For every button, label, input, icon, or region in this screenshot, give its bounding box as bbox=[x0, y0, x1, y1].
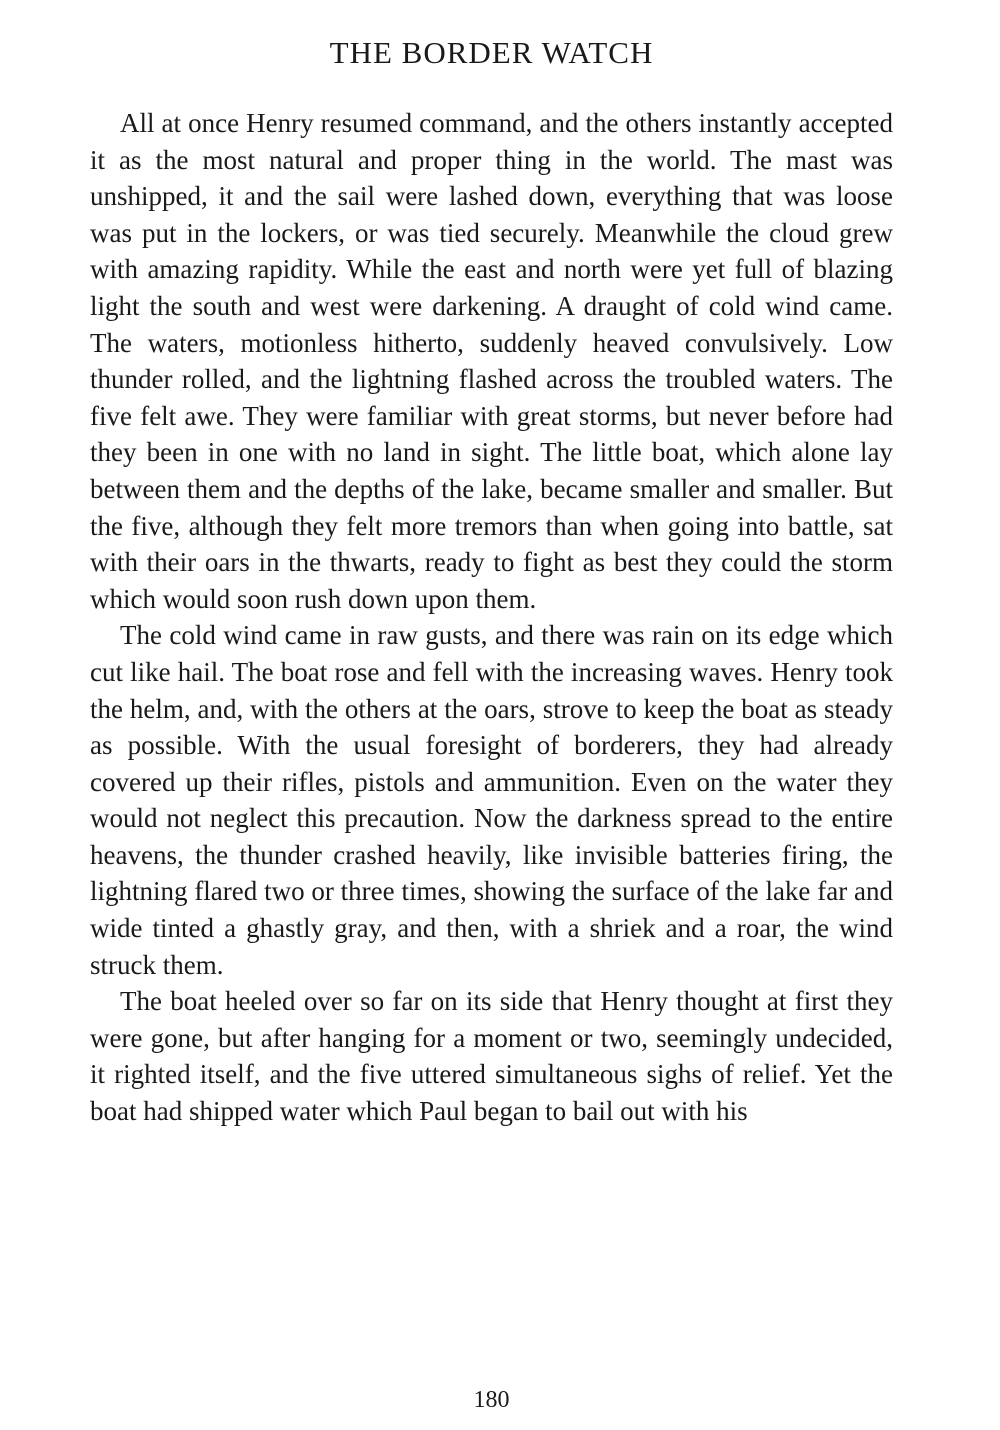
paragraph-1: All at once Henry resumed command, and the others instantly accepted it as the most natural and proper thing in the world. The mast was unshipped, it and the sail were lashed down, everything that was loose was put in the lockers, or was tied securely. Meanwhile the cloud grew with amazing rapidity. While the east and north were yet full of blazing light the south and west were darkening. A draught of cold wind came. The waters, motionless hitherto, suddenly heaved convulsively. Low thunder rolled, and the lightning flashed across the troubled waters. The five felt awe. They were familiar with great storms, but never before had they been in one with no land in sight. The little boat, which alone lay between them and the depths of the lake, became smaller and smaller. But the five, although they felt more tremors than when going into battle, sat with their oars in the thwarts, ready to fight as best they could the storm which would soon rush down upon them. bbox=[90, 108, 893, 614]
book-page bbox=[90, 0, 893, 1430]
running-title: THE BORDER WATCH bbox=[329, 35, 654, 70]
body-text bbox=[90, 105, 893, 1130]
paragraph-2: The cold wind came in raw gusts, and there was rain on its edge which cut like hail. The boat rose and fell with the increasing waves. Henry took the helm, and, with the others at the oars, strove to keep the boat as steady as possible. With the usual foresight of borderers, they had already covered up their rifles, pistols and ammunition. Even on the water they would not neglect this precaution. Now the darkness spread to the entire heavens, the thunder crashed heavily, like invisible batteries firing, the lightning flared two or three times, showing the surface of the lake far and wide tinted a ghastly gray, and then, with a shriek and a roar, the wind struck them. bbox=[90, 620, 893, 980]
paragraph-3: The boat heeled over so far on its side that Henry thought at first they were gone, but after hanging for a moment or two, seemingly undecided, it righted itself, and the five uttered simultaneous sighs of relief. Yet the boat had shipped water which Paul began to bail out with his bbox=[90, 986, 893, 1127]
page-number: 180 bbox=[473, 1387, 510, 1413]
